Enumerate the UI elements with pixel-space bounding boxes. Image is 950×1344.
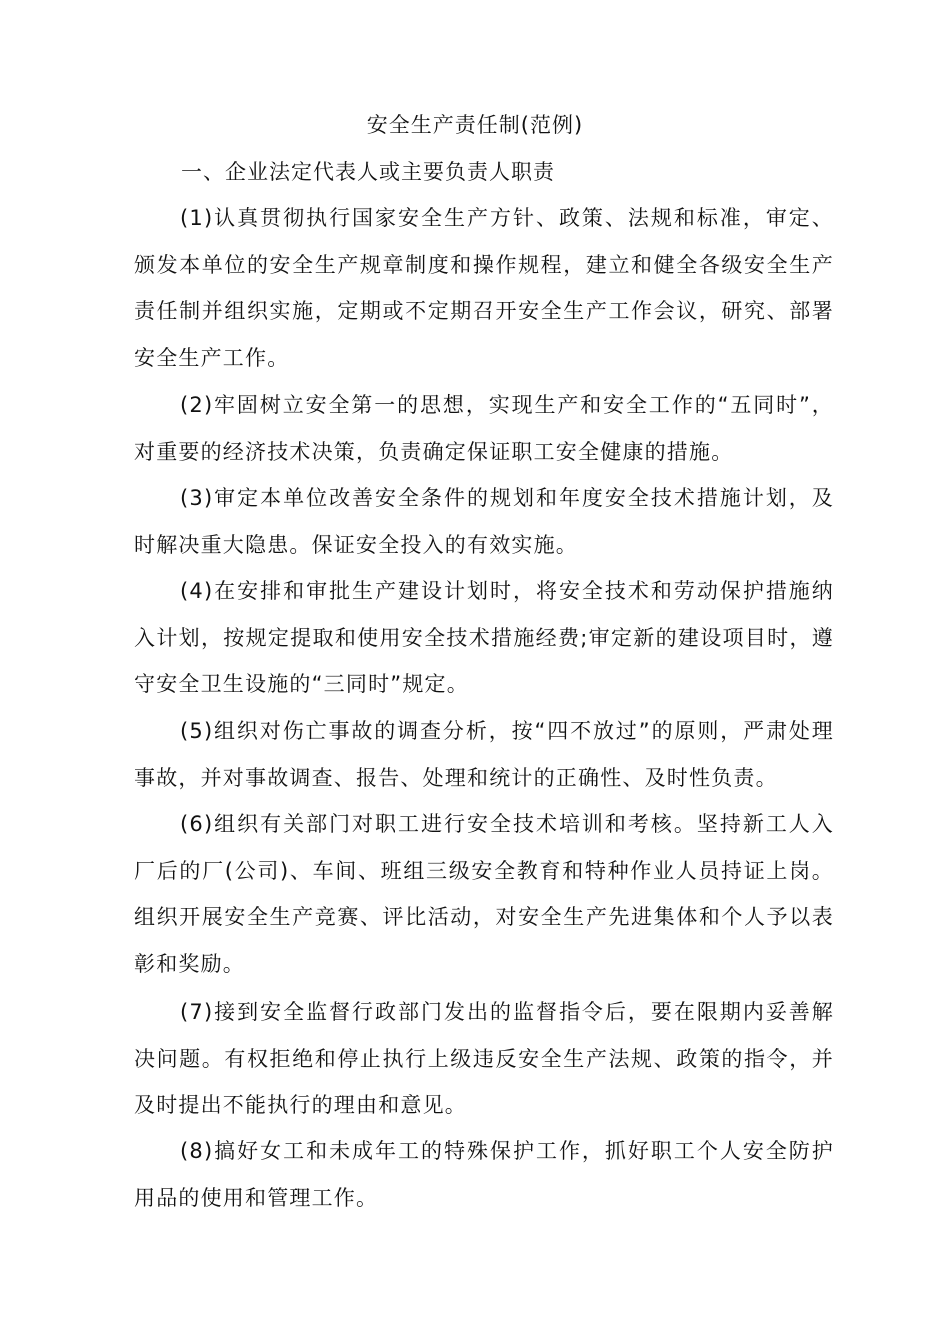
paragraph-1: (1)认真贯彻执行国家安全生产方针、政策、法规和标准，审定、颁发本单位的安全生产规章制度和操作规程，建立和健全各级安全生产责任制并组织实施，定期或不定期召开安全生产工作会议，研究、部署安全生产工作。 (134, 206, 834, 370)
paragraph-3: (3)审定本单位改善安全条件的规划和年度安全技术措施计划，及时解决重大隐患。保证安全投入的有效实施。 (134, 486, 834, 557)
paragraph-4: (4)在安排和审批生产建设计划时，将安全技术和劳动保护措施纳入计划，按规定提取和使用安全技术措施经费;审定新的建设项目时，遵守安全卫生设施的“三同时”规定。 (134, 579, 834, 696)
paragraph-5: (5)组织对伤亡事故的调查分析，按“四不放过”的原则，严肃处理事故，并对事故调查、报告、处理和统计的正确性、及时性负责。 (134, 719, 834, 790)
section-heading: 一、企业法定代表人或主要负责人职责 (181, 160, 555, 184)
paragraph-2: (2)牢固树立安全第一的思想，实现生产和安全工作的“五同时”，对重要的经济技术决策，负责确定保证职工安全健康的措施。 (134, 393, 834, 464)
document-title: 安全生产责任制(范例) (366, 113, 584, 137)
paragraph-7: (7)接到安全监督行政部门发出的监督指令后，要在限期内妥善解决问题。有权拒绝和停止执行上级违反安全生产法规、政策的指令，并及时提出不能执行的理由和意见。 (134, 1000, 834, 1117)
paragraph-8: (8)搞好女工和未成年工的特殊保护工作，抓好职工个人安全防护用品的使用和管理工作。 (134, 1139, 834, 1210)
paragraph-6: (6)组织有关部门对职工进行安全技术培训和考核。坚持新工人入厂后的厂(公司)、车间、班组三级安全教育和特种作业人员持证上岗。组织开展安全生产竞赛、评比活动，对安全生产先进集体和个人予以表彰和奖励。 (134, 812, 834, 976)
